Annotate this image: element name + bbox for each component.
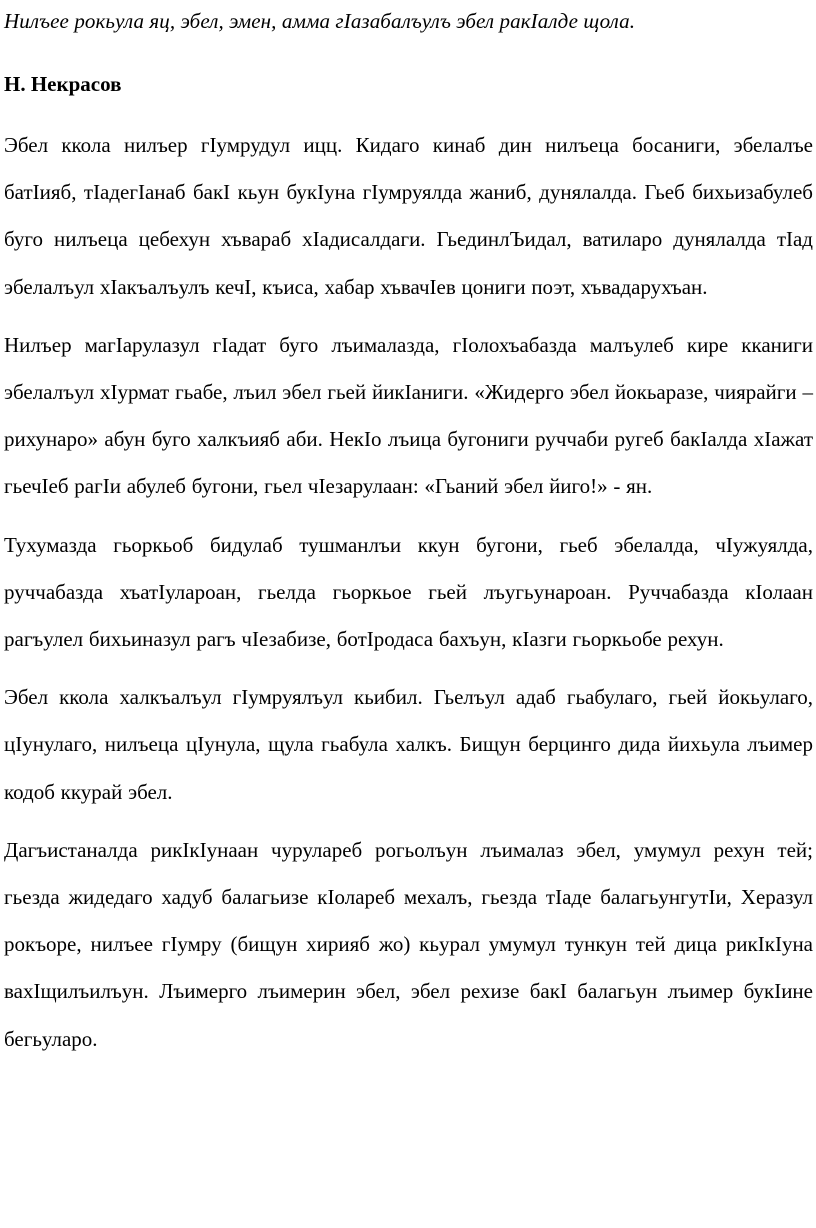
paragraph-1: Эбел ккола нилъер гІумрудул ицц. Кидаго кинаб дин нилъеца босаниги, эбелалъе батІияб, тІадегІанаб бакІ кьун букІуна гІумруялда жаниб, дунялалда. Гьеб бихьизабулеб буго нилъеца цебехун хъвараб хІадисалдаги. ГьединлЪидал, ватиларо дунялалда тІад эбелалъул хІакъалъулъ кечІ, къиса, хабар хъвачІев цониги поэт, хъвадарухъан.	[4, 133, 813, 299]
epigraph-author: Н. Некрасов	[4, 72, 122, 96]
paragraph-5: Дагъистаналда рикІкІунаан чурулареб рогьолъун лъималаз эбел, умумул рехун тей; гьезда жидедаго хадуб балагьизе кІолареб мехалъ, гьезда тІаде балагьунгутІи, Херазул рокъоре, нилъее гІумру (бищун хирияб жо) кьурал умумул тункун тей дица рикІкІуна вахІщилъилъун. Лъимерго лъимерин эбел, эбел рехизе бакІ балагьун лъимер букІине бегьуларо.	[4, 837, 813, 1051]
paragraph-4: Эбел ккола халкъалъул гІумруялъул кьибил. Гьелъул адаб гьабулаго, гьей йокьулаго, цІунулаго, нилъеца цІунула, щула гьабула халкъ. Бищун берцинго дида йихьула лъимер кодоб ккурай эбел.	[4, 685, 813, 804]
epigraph: Нилъее рокьула яц, эбел, эмен, амма гІазабалъулъ эбел ракІалде щола.	[4, 9, 636, 33]
paragraph-2: Нилъер магІарулазул гІадат буго лъималазда, гІолохъабазда малъулеб кире кканиги эбелалъул хІурмат гьабе, лъил эбел гьей йикІаниги. «Жидерго эбел йокьаразе, чиярайги – рихунаро» абун буго халкъияб аби. НекІо лъица бугониги руччаби ругеб бакІалда хІажат гьечІеб рагІи абулеб бугони, гьел чІезарулаан: «Гьаний эбел йиго!» - ян.	[4, 332, 813, 499]
document-page	[4, 0, 813, 1063]
paragraph-3: Тухумазда гьоркьоб бидулаб тушманлъи ккун бугони, гьеб эбелалда, чІужуялда, руччабазда хъатІулароан, гьелда гьоркьое гьей лъугьунароан. Руччабазда кІолаан рагъулел бихьиназул рагъ чІезабизе, ботІродаса бахъун, кІазги гьоркьобе рехун.	[4, 532, 813, 652]
